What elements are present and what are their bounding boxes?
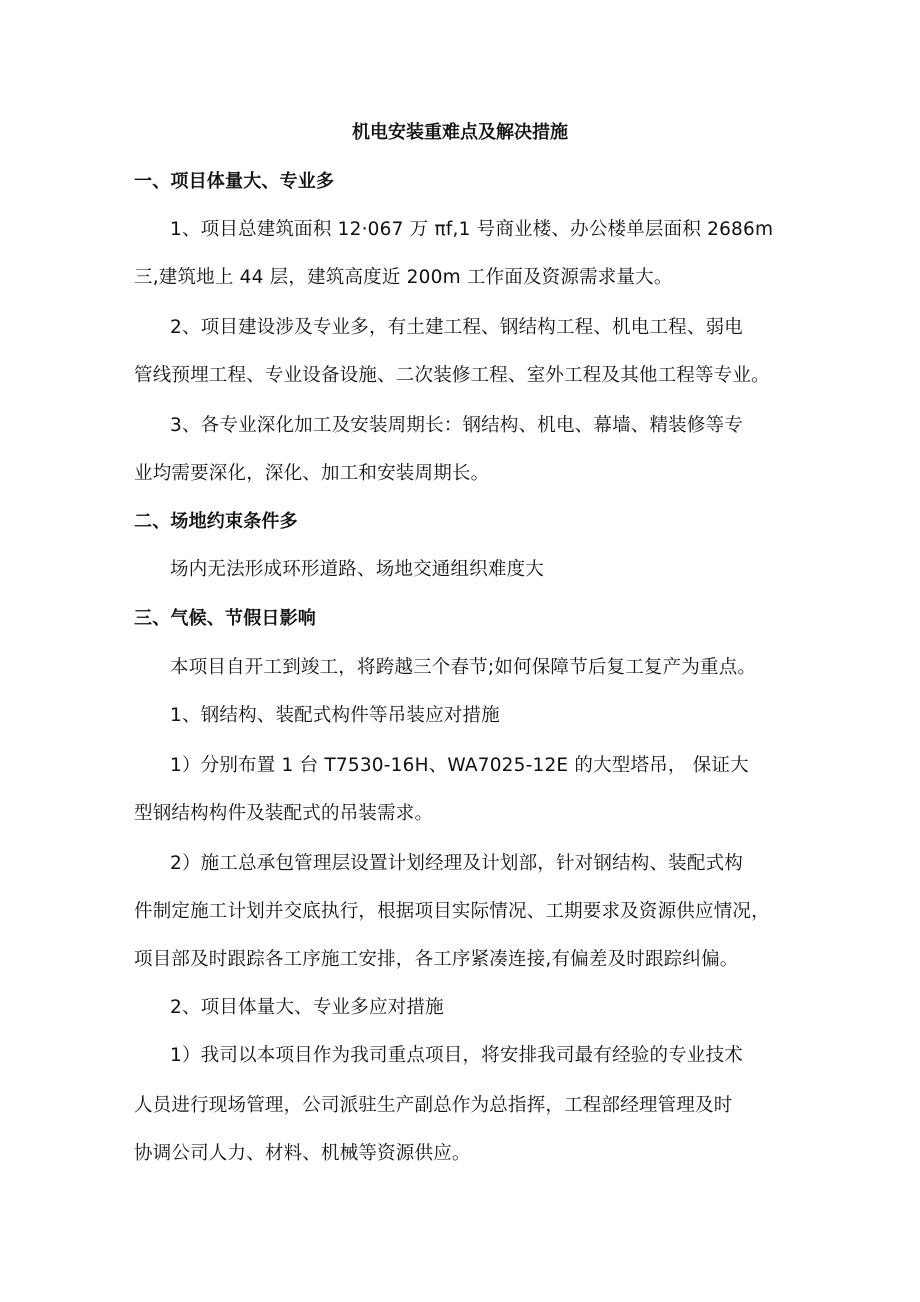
paragraph-line: 项目部及时跟踪各工序施工安排，各工序紧凑连接,有偏差及时跟踪纠偏。	[134, 949, 739, 970]
paragraph-line: 人员进行现场管理，公司派驻生产副总作为总指挥，工程部经理管理及时	[134, 1095, 733, 1116]
paragraph-line: 场内无法形成环形道路、场地交通组织难度大	[170, 559, 545, 580]
paragraph-line: 三,建筑地上 44 层，建筑高度近 200m 工作面及资源需求量大。	[134, 267, 673, 288]
section-heading-3: 三、气候、节假日影响	[134, 608, 316, 629]
paragraph-line: 2、项目体量大、专业多应对措施	[170, 997, 444, 1018]
section-heading-1: 一、项目体量大、专业多	[134, 171, 335, 192]
paragraph-line: 业均需要深化，深化、加工和安装周期长。	[134, 463, 490, 484]
paragraph-line: 管线预埋工程、专业设备设施、二次装修工程、室外工程及其他工程等专业。	[134, 365, 770, 386]
paragraph-line: 3、各专业深化加工及安装周期长：钢结构、机电、幕墙、精装修等专	[170, 415, 743, 436]
document-title: 机电安装重难点及解决措施	[352, 122, 568, 143]
section-heading-2: 二、场地约束条件多	[134, 511, 298, 532]
paragraph-line: 1、项目总建筑面积 12·067 万 πf,1 号商业楼、办公楼单层面积 2686m	[170, 219, 774, 240]
paragraph-line: 1）我司以本项目作为我司重点项目，将安排我司最有经验的专业技术	[170, 1045, 743, 1066]
paragraph-line: 1）分别布置 1 台 T7530-16H、WA7025-12E 的大型塔吊， 保证大	[170, 755, 749, 776]
paragraph-line: 件制定施工计划并交底执行，根据项目实际情况、工期要求及资源供应情况，	[134, 901, 770, 922]
paragraph-line: 1、钢结构、装配式构件等吊装应对措施	[170, 705, 500, 726]
paragraph-line: 2、项目建设涉及专业多，有土建工程、钢结构工程、机电工程、弱电	[170, 317, 743, 338]
paragraph-line: 2）施工总承包管理层设置计划经理及计划部，针对钢结构、装配式构	[170, 853, 743, 874]
paragraph-line: 本项目自开工到竣工，将跨越三个春节;如何保障节后复工复产为重点。	[170, 657, 757, 678]
paragraph-line: 型钢结构构件及装配式的吊装需求。	[134, 803, 434, 824]
paragraph-line: 协调公司人力、材料、机械等资源供应。	[134, 1143, 471, 1164]
